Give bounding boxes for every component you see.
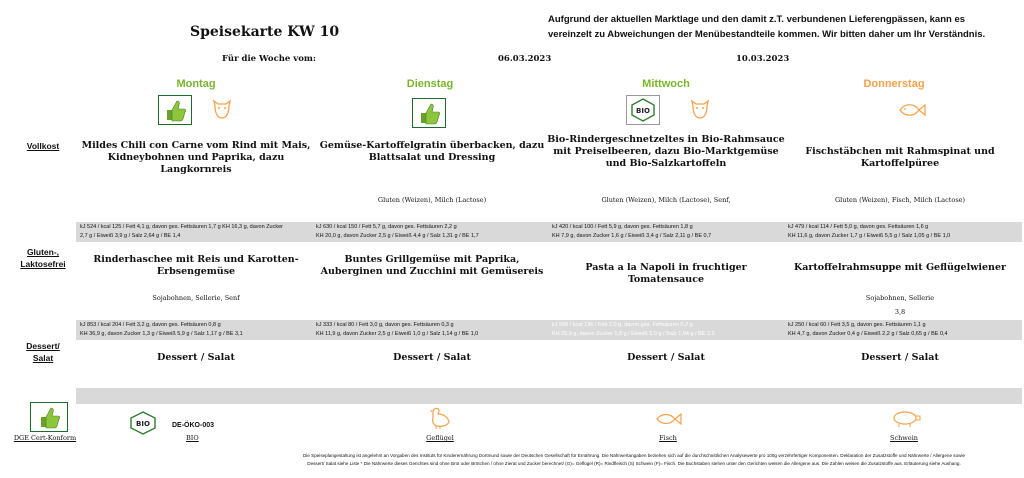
dish-gluten-tuesday: Buntes Grillgemüse mit Paprika, Auberginen und Zucchini mit Gemüsereis [320, 254, 544, 277]
allergens-gluten-thursday: Sojabohnen, Sellerie [865, 294, 935, 302]
nutrition-vollkost-monday: kJ 524 / kcal 125 / Fett 4,1 g, davon ges. Fettsäuren 1,7 g KH 16,3 g, davon Zucker 2,7 g / Eiweiß 3,9 g / Salz 2,64 g / BE 1,4 [80, 224, 284, 239]
bio-label: BIO [186, 434, 199, 442]
nutrition-gluten-tuesday: kJ 333 / kcal 80 / Fett 3,0 g, davon ges. Fettsäuren 0,3 g KH 11,9 g, davon Zucker 2,5 g / Eiweiß 1,0 g / Salz 1,14 g / BE 1,0 [316, 322, 479, 337]
date-to: 10.03.2023 [736, 54, 790, 64]
allergens-vollkost-tuesday: Gluten (Weizen), Milch (Lactose) [377, 196, 487, 204]
dish-gluten-monday: Rinderhaschee mit Reis und Karotten-Erbsengemüse [93, 254, 299, 277]
fish-label: Fisch [659, 434, 677, 442]
nutrition-vollkost-tuesday: kJ 630 / kcal 150 / Fett 5,7 g, davon ges. Fettsäuren 2,2 g KH 20,0 g, davon Zucker 2,5 g / Eiweiß 4,4 g / Salz 1,31 g / BE 1,7 [316, 224, 479, 239]
dish-dessert-tuesday: Dessert / Salat [393, 352, 471, 363]
fish-icon [896, 96, 928, 124]
supply-notice [548, 12, 1018, 42]
dge-thumbs-up-icon [30, 402, 68, 432]
dish-dessert-wednesday: Dessert / Salat [627, 352, 705, 363]
additives-gluten-thursday: 3,8 [894, 308, 906, 316]
day-tuesday: Dienstag [406, 78, 454, 90]
day-thursday: Donnerstag [863, 78, 925, 90]
allergens-gluten-monday: Sojabohnen, Sellerie, Senf [152, 294, 240, 302]
nutrition-gluten-thursday: kJ 250 / kcal 60 / Fett 3,5 g, davon ges. Fettsäuren 1,1 g KH 4,7 g, davon Zucker 0,4 g / Eiweiß 2,2 g / Salz 0,65 g / BE 0,4 [788, 322, 948, 337]
notice-line-1: Aufgrund der aktuellen Marktlage und den damit z.T. verbundenen Lieferengpässen, kann es [548, 14, 966, 25]
allergens-vollkost-wednesday: Gluten (Weizen), Milch (Lactose), Senf, [601, 196, 731, 204]
nutrition-gluten-wednesday: kJ 568 / kcal 136 / Fett 2,0 g, davon ges. Fettsäuren 0,2 g KH 25,9 g, davon Zucker 1,8 g / Eiweiß 5,0 g / Salz 1,04 g / BE 2,2 [552, 322, 715, 337]
row-label-gluten: Gluten-, Laktosefrei [20, 247, 66, 269]
dish-gluten-wednesday: Pasta a la Napoli in fruchtiger Tomatensauce [585, 262, 747, 285]
dish-dessert-thursday: Dessert / Salat [861, 352, 939, 363]
pig-icon [890, 408, 922, 428]
bio-code: DE-ÖKO-003 [172, 422, 215, 429]
row-label-vollkost: Vollkost [26, 141, 60, 151]
pork-label: Schwein [890, 434, 918, 442]
dish-vollkost-wednesday: Bio-Rindergeschnetzeltes in Bio-Rahmsauce mit Preiselbeeren, dazu Bio-Marktgemüse und Bio-Salzkartoffeln [547, 134, 785, 169]
dish-vollkost-tuesday: Gemüse-Kartoffelgratin überbacken, dazu Blattsalat und Dressing [319, 140, 545, 163]
svg-text:BIO: BIO [636, 107, 650, 115]
footer-note: Die Speiseplangestaltung ist angelehnt an Vorgaben des Instituts für Kinderernährung Dortmund sowie der Deutschen Gesellschaft für Ernährung. Die Nährwertangaben beziehen sich auf die durchschnittlichen Analysewerte pro 100g verzehrfertiger Komponenten. Deklaration der Zusatzstoffe und Nährwerte / Allergene sowie Dessert/ Salat siehe Liste * Die Nährwerte dieses Gerichtes sind ohne Brot oder Brötchen / ohne Zierat und Zucker berechnet/ (G)= Geflügel (R)= Rindfleisch (S) Schwein (F)= Fisch. Die Buchstaben stehen unter den Gerichten weisen die Allergene aus. Die Zahlen weisen die Zusatzstoffe aus. Erläuterung siehe Aushang. [302, 453, 966, 466]
day-monday: Montag [176, 78, 216, 90]
notice-line-2: vereinzelt zu Abweichungen der Menübestandteile kommen. Wir bitten daher um Ihr Verständnis. [548, 29, 986, 40]
bio-icon [626, 95, 660, 125]
poultry-label: Geflügel [426, 434, 454, 442]
dish-gluten-thursday: Kartoffelrahmsuppe mit Geflügelwiener [793, 262, 1006, 273]
cow-icon [206, 95, 238, 123]
fish-legend-icon [654, 410, 684, 428]
bio-seal-icon [126, 410, 160, 436]
chicken-icon [426, 404, 454, 430]
dish-dessert-monday: Dessert / Salat [157, 352, 235, 363]
row-label-dessert: Dessert/ Salat [26, 341, 60, 363]
thumbs-up-icon [412, 98, 446, 128]
nutrition-gluten-monday: kJ 853 / kcal 204 / Fett 3,2 g, davon ges. Fettsäuren 0,8 g KH 36,9 g, davon Zucker 1,3 g / Eiweiß 5,9 g / Salz 1,17 g / BE 3,1 [80, 322, 243, 337]
empty-gray-band [76, 388, 1022, 404]
day-wednesday: Mittwoch [642, 78, 690, 90]
date-from: 06.03.2023 [498, 54, 552, 64]
dge-label: DGE Cert-Konform [13, 434, 77, 442]
dish-vollkost-thursday: Fischstäbchen mit Rahmspinat und Kartoffelpüree [805, 146, 995, 169]
dish-vollkost-monday: Mildes Chili con Carne vom Rind mit Mais, Kidneybohnen und Paprika, dazu Langkornreis [81, 140, 311, 175]
allergens-vollkost-thursday: Gluten (Weizen), Fisch, Milch (Lactose) [834, 196, 966, 204]
page-title: Speisekarte KW 10 [190, 24, 340, 40]
svg-text:BIO: BIO [136, 420, 150, 428]
cow-icon [684, 95, 716, 123]
thumbs-up-icon [158, 95, 192, 125]
nutrition-vollkost-thursday: kJ 479 / kcal 114 / Fett 5,0 g, davon ges. Fettsäuren 1,6 g KH 11,6 g, davon Zucker 1,7 g / Eiweiß 5,5 g / Salz 1,05 g / BE 1,0 [788, 224, 951, 239]
week-label: Für die Woche vom: [222, 54, 317, 64]
nutrition-vollkost-wednesday: kJ 420 / kcal 100 / Fett 5,9 g, davon ges. Fettsäuren 1,8 g KH 7,9 g, davon Zucker 1,6 g / Eiweiß 3,4 g / Salz 2,11 g / BE 0,7 [552, 224, 712, 239]
